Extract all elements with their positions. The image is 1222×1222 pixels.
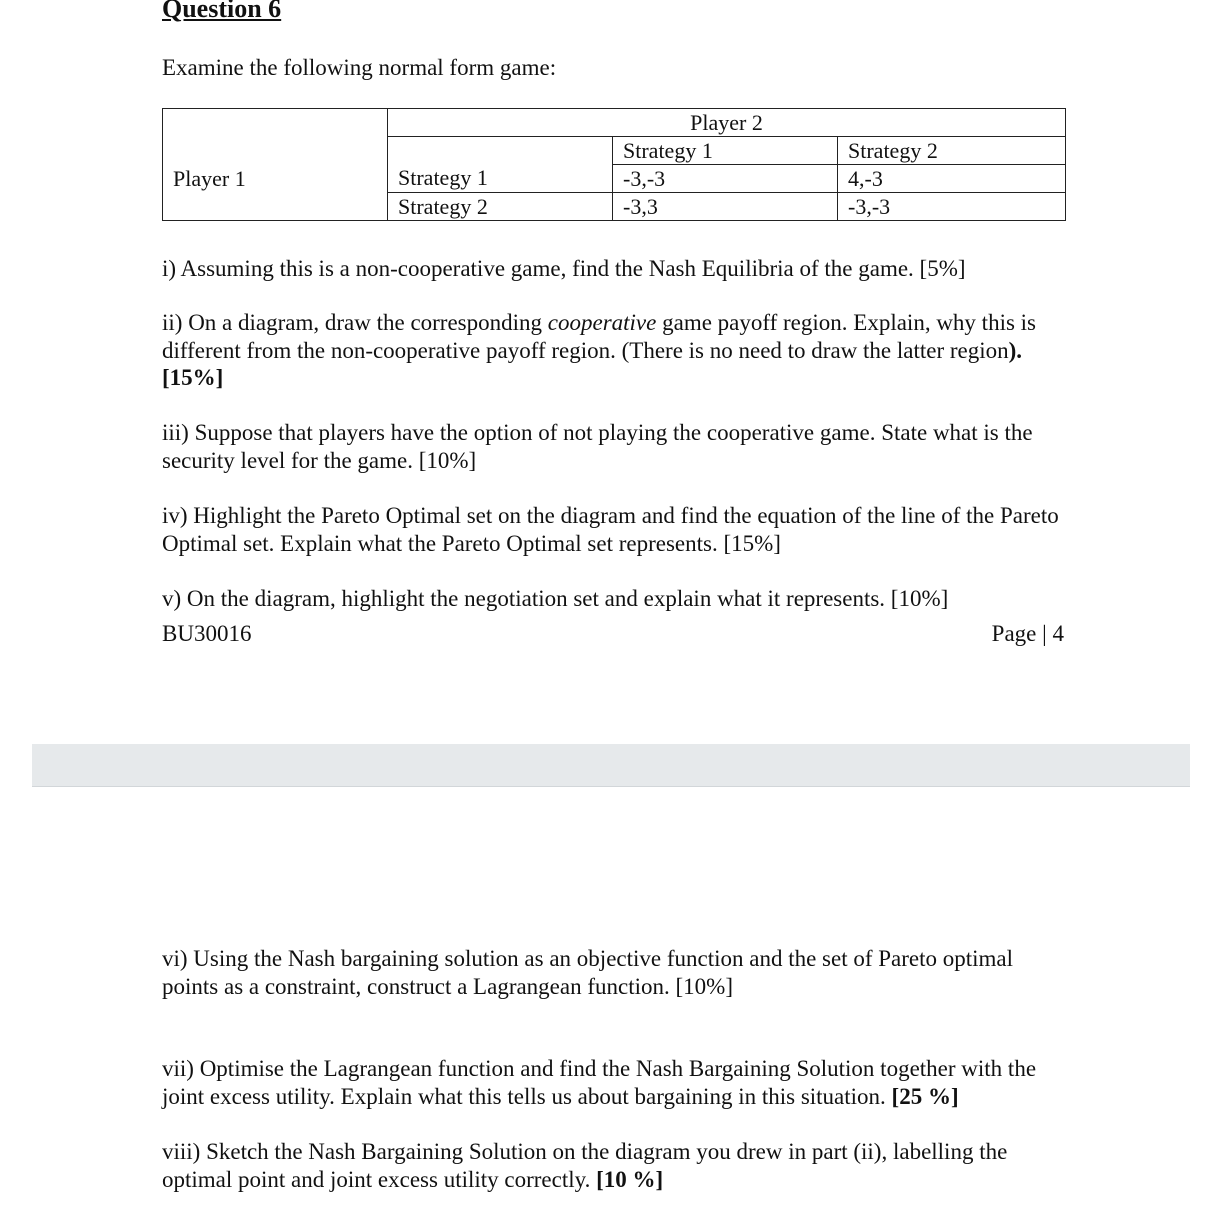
- blank-corner-top: [163, 109, 388, 137]
- question-ii: [162, 309, 1062, 392]
- blank-strategy-header: [388, 137, 613, 165]
- question-vii-bold: [25 %]: [891, 1083, 959, 1109]
- question-ii-italic: cooperative: [547, 310, 657, 335]
- question-vii: [162, 1055, 1062, 1110]
- question-viii: [162, 1138, 1062, 1193]
- player1-label: Player 1: [163, 165, 388, 193]
- question-vi: vi) Using the Nash bargaining solution as an objective function and the set of Pareto optimal points as a constraint, construct a Lagrangean function. [10%]: [162, 946, 1014, 999]
- row-strategy-1: Strategy 1: [388, 165, 613, 193]
- question-v: v) On the diagram, highlight the negotiation set and explain what it represents. [10%]: [162, 586, 949, 611]
- col-strategy-1: Strategy 1: [613, 137, 838, 165]
- question-viii-text: viii) Sketch the Nash Bargaining Solution on the diagram you drew in part (ii), labelling the optimal point and joint excess utility correctly.: [162, 1139, 1008, 1192]
- payoff-cell: 4,-3: [838, 165, 1066, 193]
- blank-corner-bottom: [163, 193, 388, 221]
- intro-text: Examine the following normal form game:: [162, 55, 557, 80]
- payoff-cell: -3,-3: [838, 193, 1066, 221]
- question-i: i) Assuming this is a non-cooperative game, find the Nash Equilibria of the game. [5%]: [162, 256, 966, 281]
- page-number: Page | 4: [991, 621, 1064, 646]
- row-strategy-2: Strategy 2: [388, 193, 613, 221]
- player2-label: Player 2: [388, 109, 1066, 137]
- question-ii-text-a: ii) On a diagram, draw the corresponding: [162, 310, 548, 335]
- question-viii-bold: [10 %]: [596, 1166, 664, 1192]
- question-iii: iii) Suppose that players have the option of not playing the cooperative game. State what is the security level for the game. [10%]: [162, 420, 1033, 473]
- payoff-matrix: [162, 108, 1065, 224]
- question-ii-text-b: game payoff region. Explain, why this is different from the non-cooperative payoff region. (There is no need to draw the latter region: [162, 310, 1037, 363]
- question-ii-bold: ). [15%]: [162, 337, 1023, 390]
- blank-corner-mid: [163, 137, 388, 165]
- page-separator: [32, 744, 1190, 787]
- question-vii-text: vii) Optimise the Lagrangean function and find the Nash Bargaining Solution together with the joint excess utility. Explain what this tells us about bargaining in this situation.: [162, 1056, 1037, 1109]
- col-strategy-2: Strategy 2: [838, 137, 1066, 165]
- question-iv: iv) Highlight the Pareto Optimal set on the diagram and find the equation of the line of the Pareto Optimal set. Explain what the Pareto Optimal set represents. [15%]: [162, 503, 1059, 556]
- payoff-cell: -3,-3: [613, 165, 838, 193]
- course-code: BU30016: [162, 621, 252, 646]
- question-heading: Question 6: [162, 0, 282, 23]
- payoff-cell: -3,3: [613, 193, 838, 221]
